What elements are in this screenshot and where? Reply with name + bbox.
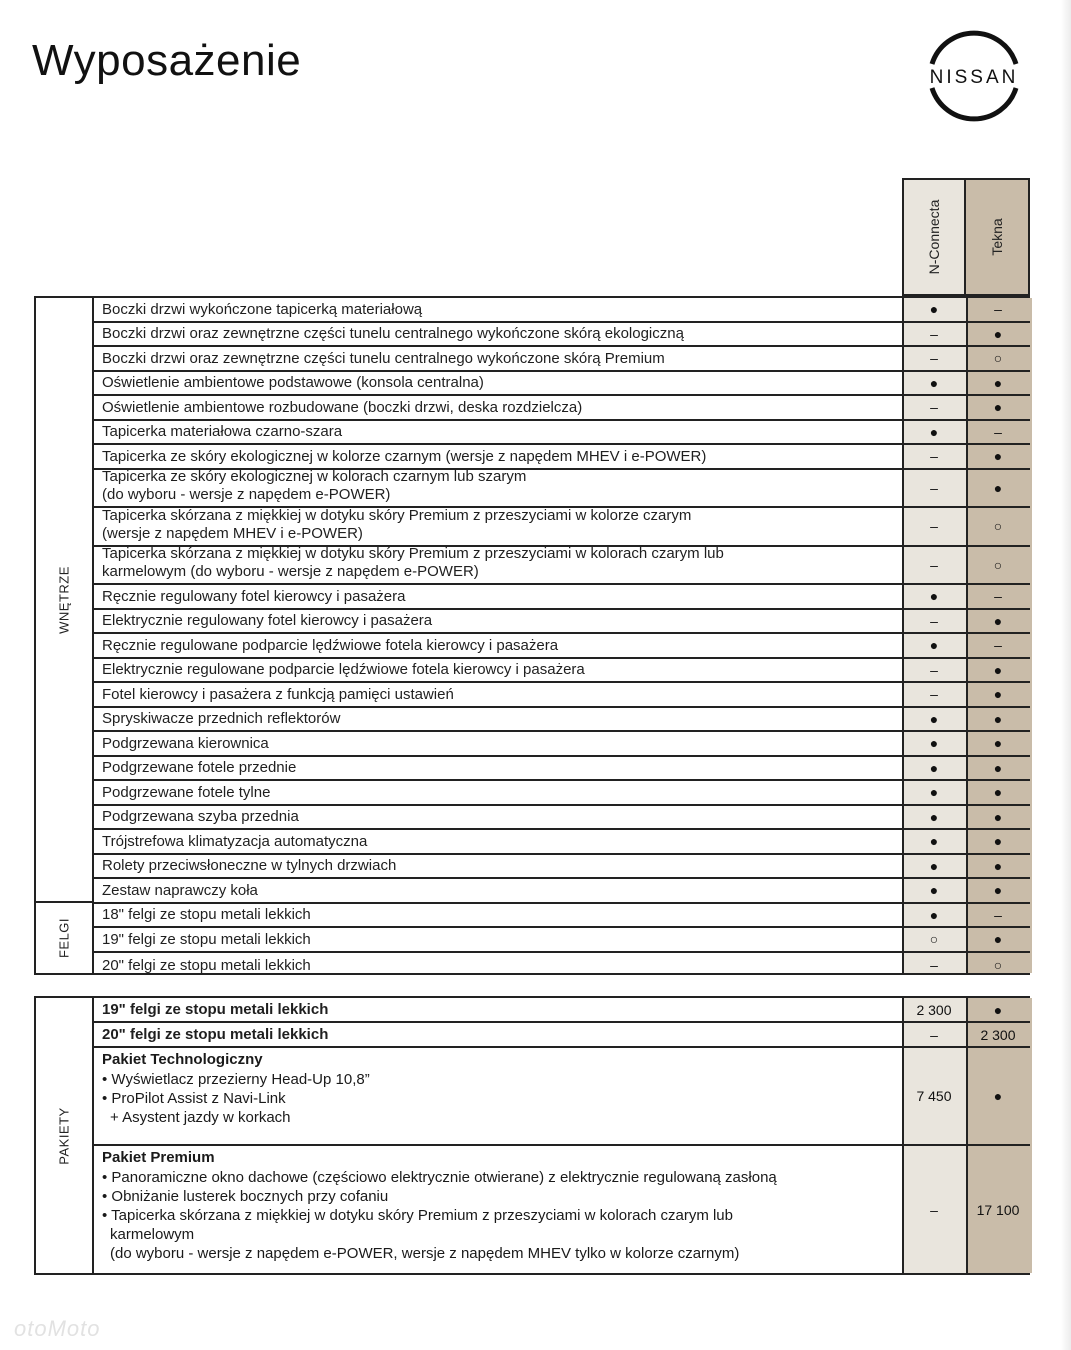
tekna-value: ● xyxy=(993,374,1003,391)
n-connecta-value: ● xyxy=(929,710,939,727)
tekna-value: ● xyxy=(993,1001,1003,1018)
tekna-value: – xyxy=(994,301,1002,318)
tekna-value: ○ xyxy=(993,956,1003,973)
package-item: • Wyświetlacz przezierny Head-Up 10,8” xyxy=(102,1071,370,1088)
package-item: • ProPilot Assist z Navi-Link xyxy=(102,1090,286,1107)
equipment-label: 20" felgi ze stopu metali lekkich xyxy=(102,957,311,974)
n-connecta-value: – xyxy=(930,325,938,342)
n-connecta-value: ● xyxy=(929,784,939,801)
equipment-row xyxy=(94,372,1030,397)
n-connecta-value: – xyxy=(930,518,938,535)
equipment-row xyxy=(94,634,1030,659)
equipment-label: Boczki drzwi wykończone tapicerką materiałową xyxy=(102,300,423,318)
tekna-value: ● xyxy=(993,735,1003,752)
column-header-n-connecta xyxy=(902,178,966,296)
package-title: Pakiet Technologiczny xyxy=(102,1051,263,1068)
page-edge-shadow xyxy=(1061,0,1071,1350)
n-connecta-value: – xyxy=(930,556,938,573)
package-item: • Tapicerka skórzana z miękkiej w dotyku skóry Premium z przeszyciami w kolorach czarym lub xyxy=(102,1207,733,1224)
tekna-value: ● xyxy=(993,661,1003,678)
n-connecta-value: ● xyxy=(929,637,939,654)
equipment-row xyxy=(94,904,1030,929)
equipment-label: Tapicerka skórzana z miękkiej w dotyku skóry Premium z przeszyciami w kolorze czarym (wersje z napędem MHEV i e-POWER) xyxy=(102,506,692,542)
equipment-row xyxy=(94,953,1030,978)
tekna-value: ● xyxy=(993,833,1003,850)
section-label: PAKIETY xyxy=(56,1106,72,1165)
tekna-value: ● xyxy=(993,686,1003,703)
section-felgi xyxy=(36,903,94,973)
equipment-label: Podgrzewana szyba przednia xyxy=(102,808,299,825)
tekna-value: ● xyxy=(993,931,1003,948)
equipment-label: Zestaw naprawczy koła xyxy=(102,881,258,899)
tekna-value: ● xyxy=(993,759,1003,776)
package-row-premium xyxy=(94,1146,1030,1273)
n-connecta-value: ● xyxy=(929,857,939,874)
equipment-table xyxy=(34,296,1030,975)
package-item: • Obniżanie lusterek bocznych przy cofaniu xyxy=(102,1188,389,1205)
equipment-row xyxy=(94,421,1030,446)
package-label: 20" felgi ze stopu metali lekkich xyxy=(102,1026,329,1043)
section-label: WNĘTRZE xyxy=(56,565,72,634)
equipment-label: Tapicerka materiałowa czarno-szara xyxy=(102,423,343,440)
package-label: 19" felgi ze stopu metali lekkich xyxy=(102,1001,329,1018)
package-item: + Asystent jazdy w korkach xyxy=(110,1109,291,1126)
equipment-row xyxy=(94,732,1030,757)
column-header-label: N-Connecta xyxy=(926,199,942,275)
equipment-row xyxy=(94,659,1030,684)
equipment-row xyxy=(94,610,1030,635)
n-connecta-value: ● xyxy=(929,735,939,752)
equipment-label: Elektrycznie regulowany fotel kierowcy i pasażera xyxy=(102,612,433,629)
n-connecta-value: – xyxy=(930,956,938,973)
watermark: otoMoto xyxy=(14,1316,101,1341)
n-connecta-value: – xyxy=(930,661,938,678)
tekna-value: ● xyxy=(993,399,1003,416)
n-connecta-value: ● xyxy=(929,882,939,899)
n-connecta-value: – xyxy=(930,612,938,629)
package-row xyxy=(94,1023,1030,1048)
equipment-label: Oświetlenie ambientowe rozbudowane (boczki drzwi, deska rozdzielcza) xyxy=(102,398,583,416)
n-connecta-value: – xyxy=(930,350,938,367)
equipment-label: Boczki drzwi oraz zewnętrzne części tunelu centralnego wykończone skórą Premium xyxy=(102,349,665,367)
tekna-value: – xyxy=(994,906,1002,923)
tekna-value: ● xyxy=(993,882,1003,899)
equipment-label: Trójstrefowa klimatyzacja automatyczna xyxy=(102,832,368,850)
tekna-value: ○ xyxy=(993,556,1003,573)
equipment-row xyxy=(94,347,1030,372)
equipment-label: Fotel kierowcy i pasażera z funkcją pamięci ustawień xyxy=(102,685,454,703)
n-connecta-value: ● xyxy=(929,588,939,605)
n-connecta-value: ● xyxy=(929,301,939,318)
equipment-row xyxy=(94,298,1030,323)
tekna-value: ○ xyxy=(993,518,1003,535)
n-connecta-value: ● xyxy=(929,374,939,391)
tekna-value: ● xyxy=(993,1088,1003,1104)
equipment-label: Tapicerka skórzana z miękkiej w dotyku skóry Premium z przeszyciami w kolorach czarym lub karmelowym (do wyboru - wersje z napędem e-POWER) xyxy=(102,545,724,580)
package-row-technologiczny xyxy=(94,1048,1030,1146)
n-connecta-value: – xyxy=(930,686,938,703)
tekna-value: ● xyxy=(993,710,1003,727)
n-connecta-value: ○ xyxy=(929,931,939,948)
column-header-label: Tekna xyxy=(989,218,1005,256)
tekna-value: – xyxy=(994,588,1002,605)
n-connecta-value: ● xyxy=(929,906,939,923)
section-label: FELGI xyxy=(56,917,72,959)
equipment-row xyxy=(94,855,1030,880)
tekna-value: ● xyxy=(993,808,1003,825)
page-title: Wyposażenie xyxy=(32,36,302,85)
equipment-row xyxy=(94,470,1030,509)
equipment-row xyxy=(94,445,1030,470)
equipment-row xyxy=(94,708,1030,733)
equipment-label: Rolety przeciwsłoneczne w tylnych drzwiach xyxy=(102,857,397,874)
equipment-label: Boczki drzwi oraz zewnętrzne części tunelu centralnego wykończone skórą ekologiczną xyxy=(102,325,684,342)
equipment-label: Ręcznie regulowane podparcie lędźwiowe fotela kierowcy i pasażera xyxy=(102,636,559,654)
tekna-value: 2 300 xyxy=(980,1026,1016,1043)
equipment-row xyxy=(94,806,1030,831)
nissan-logo xyxy=(914,26,1034,126)
package-item: (do wyboru - wersje z napędem e-POWER, wersje z napędem MHEV tylko w kolorze czarnym) xyxy=(110,1245,740,1262)
packages-table xyxy=(34,996,1030,1275)
tekna-value: – xyxy=(994,637,1002,654)
tekna-value: ● xyxy=(993,857,1003,874)
equipment-row xyxy=(94,757,1030,782)
tekna-value: ● xyxy=(993,612,1003,629)
n-connecta-value: – xyxy=(930,479,938,496)
equipment-label: Tapicerka ze skóry ekologicznej w kolorze czarnym (wersje z napędem MHEV i e-POWER) xyxy=(102,447,707,465)
package-title: Pakiet Premium xyxy=(102,1149,215,1166)
tekna-value: ● xyxy=(993,448,1003,465)
equipment-label: Oświetlenie ambientowe podstawowe (konsola centralna) xyxy=(102,374,484,391)
column-header-tekna xyxy=(964,178,1030,296)
n-connecta-value: – xyxy=(930,399,938,416)
equipment-row xyxy=(94,585,1030,610)
n-connecta-value: 2 300 xyxy=(916,1001,952,1018)
tekna-value: – xyxy=(994,423,1002,440)
n-connecta-value: ● xyxy=(929,808,939,825)
section-pakiety xyxy=(36,998,94,1273)
package-item: karmelowym xyxy=(110,1226,195,1243)
n-connecta-value: ● xyxy=(929,423,939,440)
tekna-value: ○ xyxy=(993,350,1003,367)
n-connecta-value: – xyxy=(930,448,938,465)
equipment-row xyxy=(94,879,1030,904)
equipment-label: 18" felgi ze stopu metali lekkich xyxy=(102,906,311,923)
equipment-row xyxy=(94,396,1030,421)
n-connecta-value: – xyxy=(930,1201,938,1218)
equipment-label: Elektrycznie regulowane podparcie lędźwiowe fotela kierowcy i pasażera xyxy=(102,661,585,678)
n-connecta-value: – xyxy=(930,1026,938,1043)
equipment-label: Spryskiwacze przednich reflektorów xyxy=(102,710,341,727)
equipment-label: Podgrzewana kierownica xyxy=(102,734,269,752)
equipment-row xyxy=(94,683,1030,708)
package-row xyxy=(94,998,1030,1023)
tekna-value: ● xyxy=(993,479,1003,496)
equipment-row xyxy=(94,830,1030,855)
equipment-label: Tapicerka ze skóry ekologicznej w kolorach czarnym lub szarym (do wyboru - wersje z napędem e-POWER) xyxy=(102,468,527,503)
equipment-label: Podgrzewane fotele przednie xyxy=(102,759,297,776)
section-wnetrze xyxy=(36,298,94,903)
svg-text:NISSAN: NISSAN xyxy=(929,67,1019,88)
package-item: • Panoramiczne okno dachowe (częściowo elektrycznie otwierane) z elektrycznie regulowaną zasłoną xyxy=(102,1169,777,1186)
equipment-label: Podgrzewane fotele tylne xyxy=(102,783,271,801)
n-connecta-value: ● xyxy=(929,759,939,776)
n-connecta-value: ● xyxy=(929,833,939,850)
tekna-value: 17 100 xyxy=(976,1201,1020,1218)
equipment-label: 19" felgi ze stopu metali lekkich xyxy=(102,930,311,948)
equipment-row xyxy=(94,928,1030,953)
equipment-row xyxy=(94,781,1030,806)
equipment-row xyxy=(94,547,1030,586)
n-connecta-value: 7 450 xyxy=(916,1088,952,1104)
equipment-row xyxy=(94,508,1030,547)
tekna-value: ● xyxy=(993,325,1003,342)
equipment-row xyxy=(94,323,1030,348)
tekna-value: ● xyxy=(993,784,1003,801)
equipment-label: Ręcznie regulowany fotel kierowcy i pasażera xyxy=(102,587,406,605)
